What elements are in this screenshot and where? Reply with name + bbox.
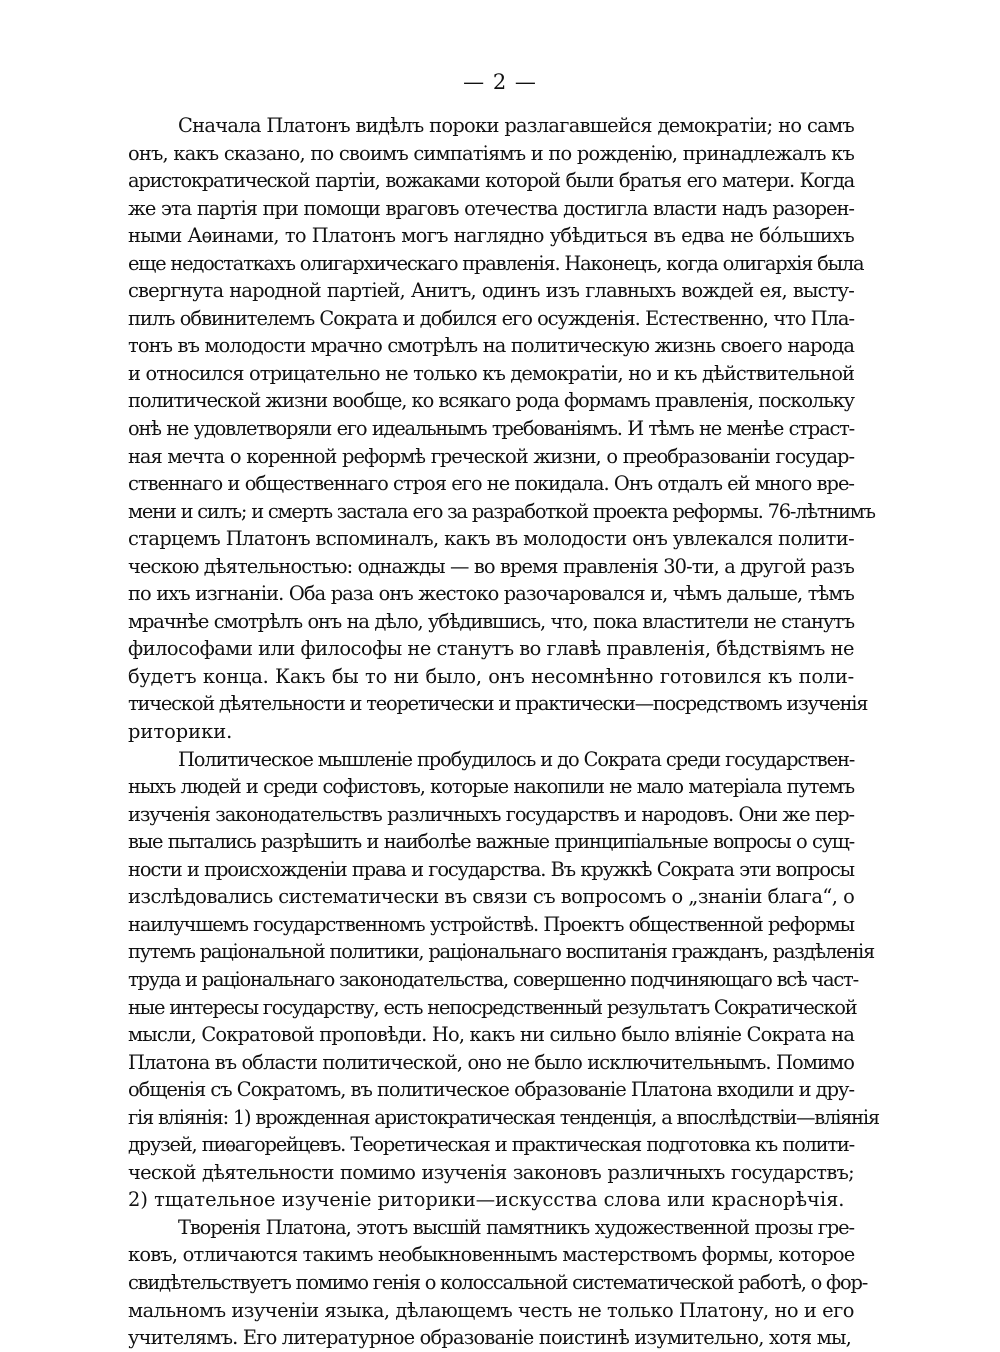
text-line: свидѣтельствуетъ помимо генія о колоссальной систематической работѣ, о фор- xyxy=(128,1270,868,1294)
paragraph-2 xyxy=(128,746,879,1214)
text-line: изслѣдовались систематически въ связи съ вопросомъ о „знаніи блага“, о xyxy=(128,885,855,909)
text-line: Творенія Платона, этотъ высшій памятникъ художественной прозы гре- xyxy=(178,1215,854,1239)
text-line: мальномъ изученіи языка, дѣлающемъ честь не только Платону, но и его xyxy=(128,1298,854,1322)
text-line: общенія съ Сократомъ, въ политическое образованіе Платона входили и дру- xyxy=(128,1078,854,1102)
paragraph-3 xyxy=(128,1214,868,1352)
text-line: гія вліянія: 1) врожденная аристократическая тенденція, а впослѣдствіи—вліянія xyxy=(128,1105,879,1129)
text-line: ная мечта о коренной реформѣ греческой жизни, о преобразованіи государ- xyxy=(128,444,854,468)
text-line: ными Аѳинами, то Платонъ могъ наглядно убѣдиться въ едва не бо́льшихъ xyxy=(128,224,854,248)
text-line: труда и раціональнаго законодательства, совершенно подчиняющаго всѣ част- xyxy=(128,967,858,991)
text-line: аристократической партіи, вожаками которой были братья его матери. Когда xyxy=(128,169,854,193)
text-line: изученія законодательствъ различныхъ государствъ и народовъ. Они же пер- xyxy=(128,802,854,826)
paragraph-1 xyxy=(128,112,875,746)
text-line: ственнаго и общественнаго строя его не покидала. Онъ отдалъ ей много вре- xyxy=(128,472,854,496)
text-line: онѣ не удовлетворяли его идеальнымъ требованіямъ. И тѣмъ не менѣе страст- xyxy=(128,417,854,441)
text-line: учителямъ. Его литературное образованіе поистинѣ изумительно, хотя мы, xyxy=(128,1326,851,1350)
text-line: путемъ раціональной политики, раціональнаго воспитанія гражданъ, раздѣленія xyxy=(128,940,875,964)
text-line: мрачнѣе смотрѣлъ онъ на дѣло, убѣдившись, что, пока властители не станутъ xyxy=(128,609,854,633)
text-line: ные интересы государству, есть непосредственный результатъ Сократической xyxy=(128,995,857,1019)
text-line: ческой дѣятельности помимо изученія законовъ различныхъ государствъ; xyxy=(128,1160,854,1184)
text-line: философами или философы не станутъ во главѣ правленія, бѣдствіямъ не xyxy=(128,637,854,661)
text-line: риторики. xyxy=(128,720,233,744)
text-line: вые пытались разрѣшить и наиболѣе важные принципіальные вопросы о сущ- xyxy=(128,830,854,854)
text-line: тонъ въ молодости мрачно смотрѣлъ на политическую жизнь своего народа xyxy=(128,334,854,358)
text-line: ности и происхожденіи права и государства. Въ кружкѣ Сократа эти вопросы xyxy=(128,857,854,881)
text-line: ковъ, отличаются такимъ необыкновеннымъ мастерствомъ формы, которое xyxy=(128,1243,855,1267)
text-line: мысли, Сократовой проповѣди. Но, какъ ни сильно было вліяніе Сократа на xyxy=(128,1023,855,1047)
body-text xyxy=(128,112,879,1352)
text-line: политической жизни вообще, ко всякаго рода формамъ правленія, поскольку xyxy=(128,389,854,413)
text-line: по ихъ изгнаніи. Оба раза онъ жестоко разочаровался и, чѣмъ дальше, тѣмъ xyxy=(128,582,854,606)
text-line: друзей, пиѳагорейцевъ. Теоретическая и практическая подготовка къ полити- xyxy=(128,1133,854,1157)
text-line: Политическое мышленіе пробудилось и до Сократа среди государствен- xyxy=(178,747,855,771)
text-line: же эта партія при помощи враговъ отечества достигла власти надъ разорен- xyxy=(128,196,854,220)
text-line: Платона въ области политической, оно не было исключительнымъ. Помимо xyxy=(128,1050,854,1074)
text-line: тической дѣятельности и теоретически и практически—посредствомъ изученія xyxy=(128,692,868,716)
text-line: будетъ конца. Какъ бы то ни было, онъ несомнѣнно готовился къ поли- xyxy=(128,664,854,688)
text-line: пилъ обвинителемъ Сократа и добился его осужденія. Естественно, что Пла- xyxy=(128,306,854,330)
text-line: Сначала Платонъ видѣлъ пороки разлагавшейся демократіи; но самъ xyxy=(178,114,854,137)
page-number: — 2 — xyxy=(463,70,537,94)
text-line: старцемъ Платонъ вспоминалъ, какъ въ молодости онъ увлекался полити- xyxy=(128,527,855,551)
text-line: онъ, какъ сказано, по своимъ симпатіямъ и по рожденію, принадлежалъ къ xyxy=(128,141,854,165)
text-line: наилучшемъ государственномъ устройствѣ. Проектъ общественной реформы xyxy=(128,912,854,936)
text-line: ческою дѣятельностью: однажды — во время правленія 30-ти, а другой разъ xyxy=(128,554,854,578)
text-line: и относился отрицательно не только къ демократіи, но и къ дѣйствительной xyxy=(128,361,854,385)
text-line: еще недостаткахъ олигархическаго правленія. Наконецъ, когда олигархія была xyxy=(128,251,864,275)
text-line: мени и силъ; и смерть застала его за разработкой проекта реформы. 76-лѣтнимъ xyxy=(128,499,875,523)
text-line: свергнута народной партіей, Анитъ, одинъ изъ главныхъ вождей ея, высту- xyxy=(128,279,854,303)
text-line: ныхъ людей и среди софистовъ, которые накопили не мало матеріала путемъ xyxy=(128,775,854,799)
text-line: 2) тщательное изученіе риторики—искусства слова или краснорѣчія. xyxy=(128,1188,845,1212)
